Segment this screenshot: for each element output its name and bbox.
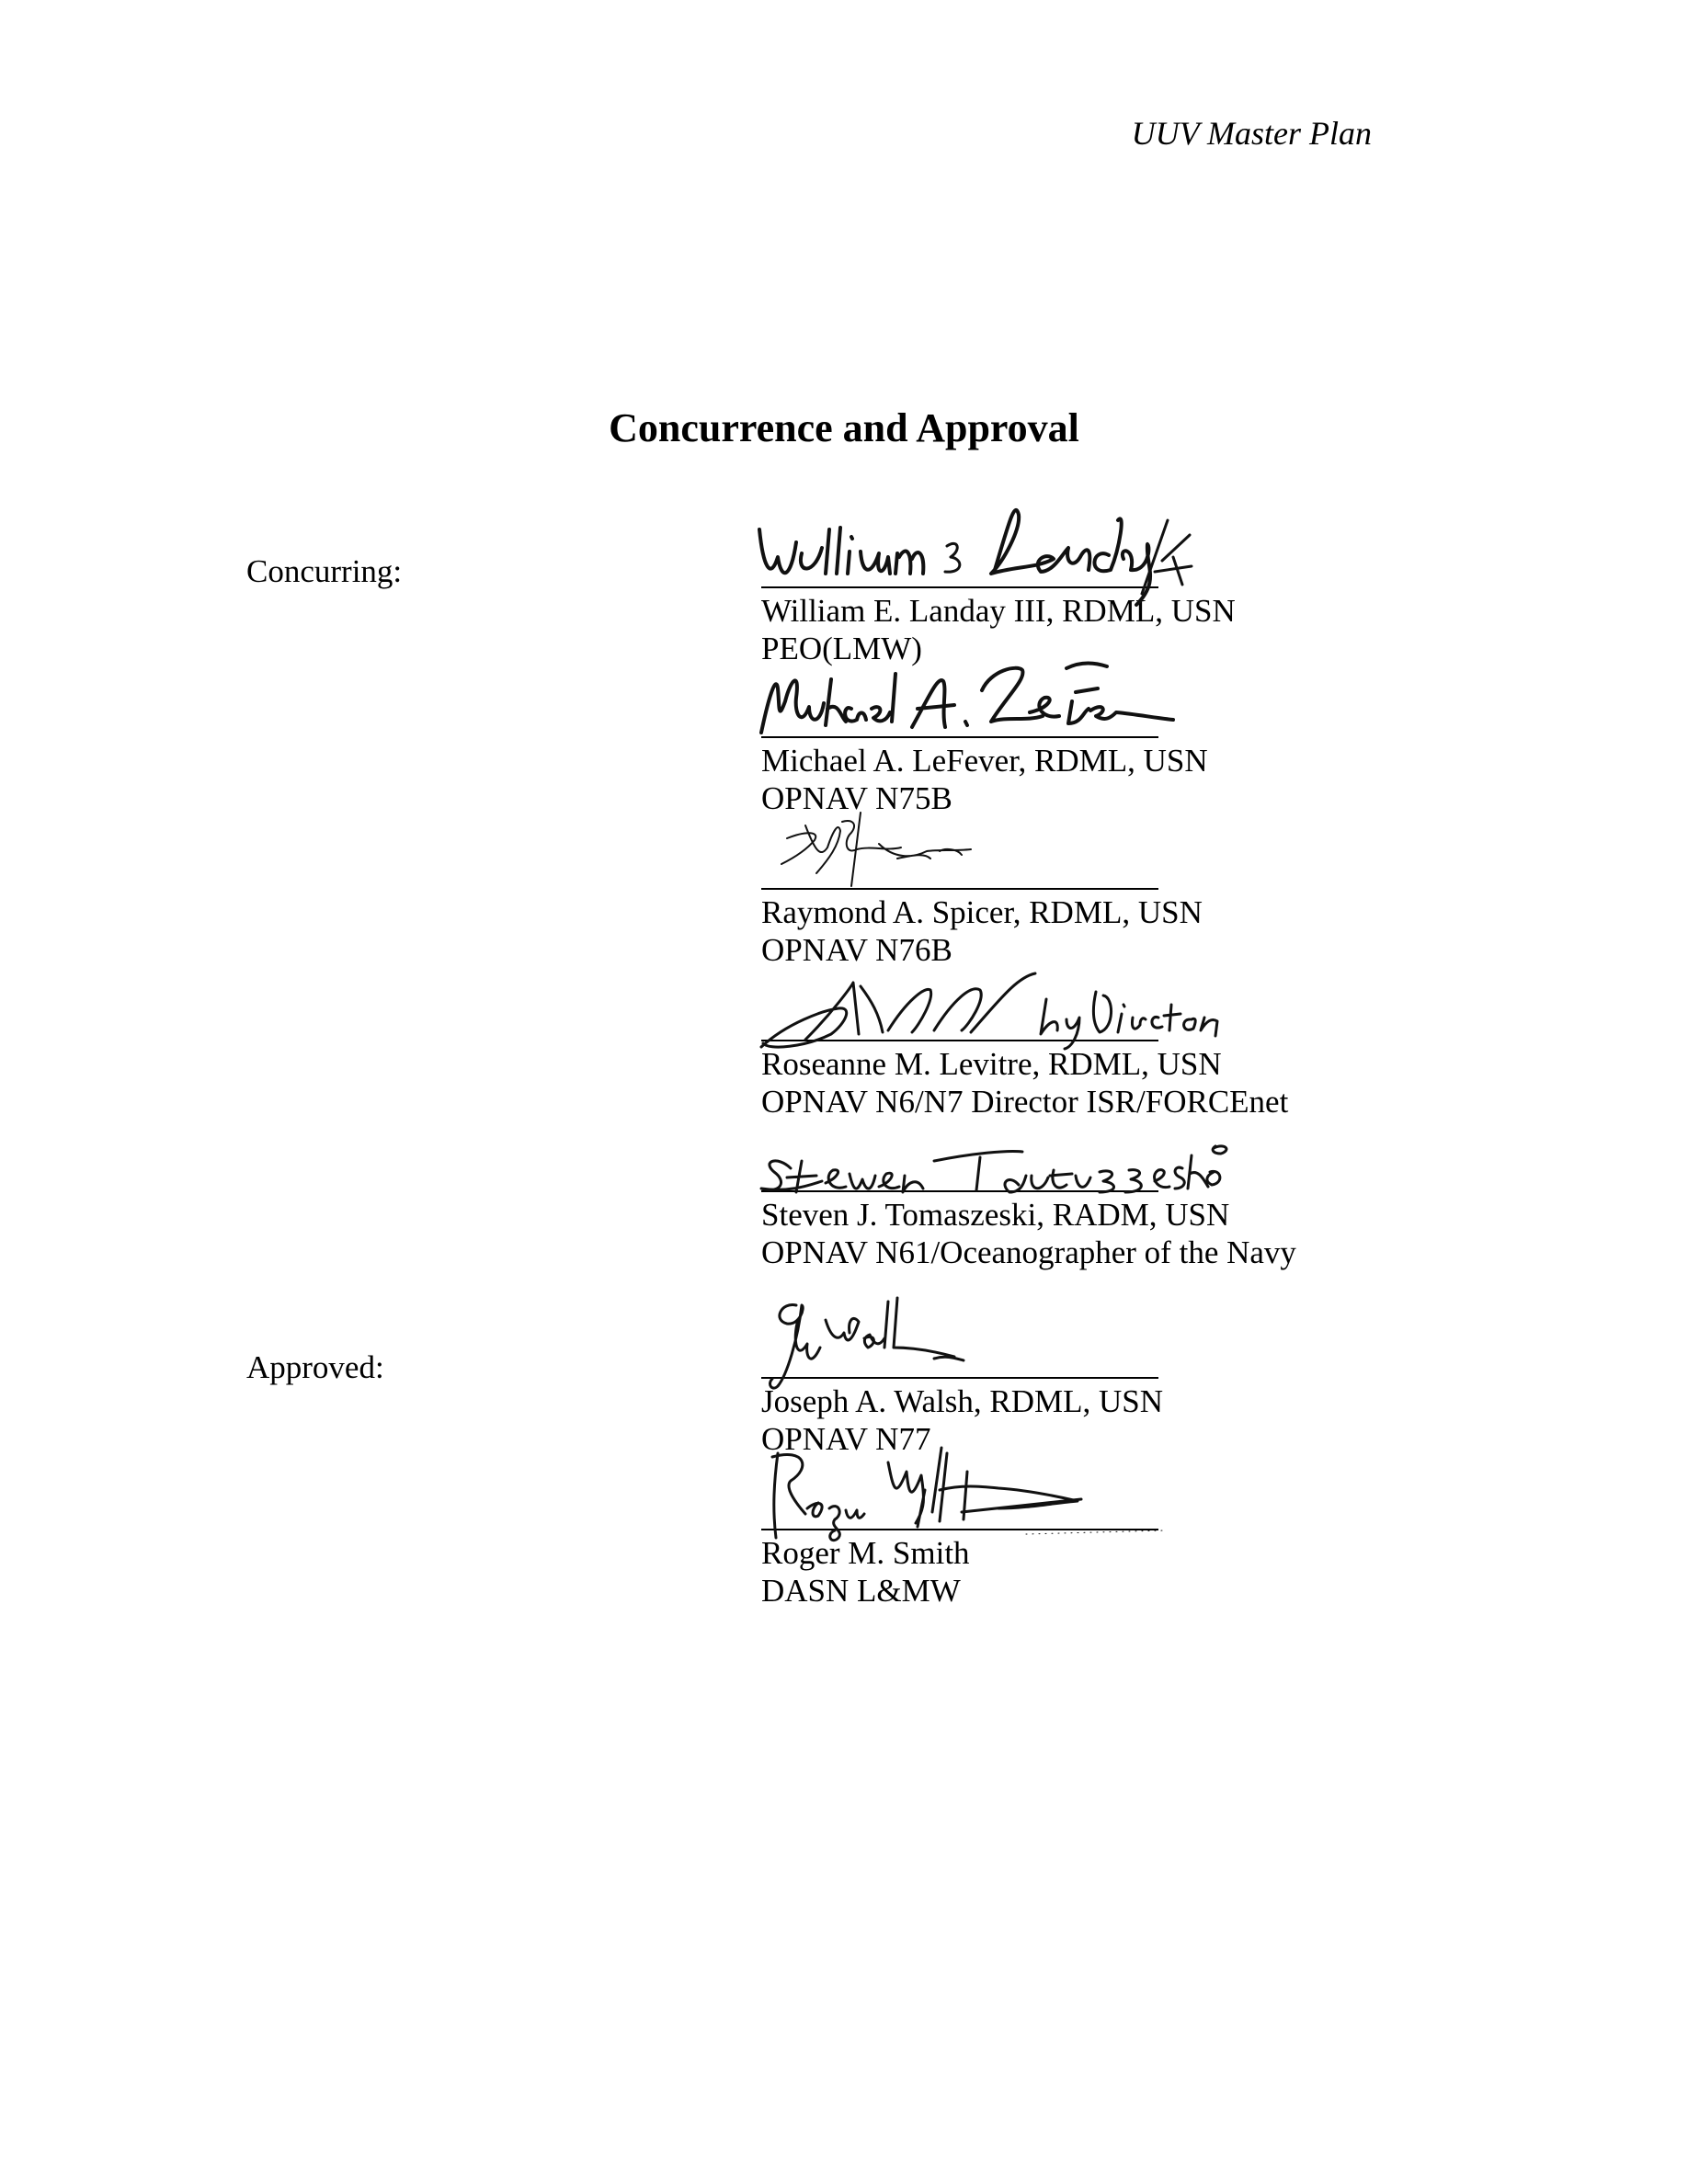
- signatory-name: Joseph A. Walsh, RDML, USN: [761, 1383, 1163, 1419]
- signatory-office: OPNAV N75B: [761, 780, 952, 816]
- signatory-name: Michael A. LeFever, RDML, USN: [761, 743, 1208, 779]
- signatory-office: OPNAV N6/N7 Director ISR/FORCEnet: [761, 1084, 1289, 1120]
- signature-landay: [750, 493, 1228, 612]
- signatory-name: Roseanne M. Levitre, RDML, USN: [761, 1046, 1222, 1082]
- signatory-name: Roger M. Smith: [761, 1535, 970, 1571]
- signatory-office: OPNAV N61/Oceanographer of the Navy: [761, 1234, 1296, 1270]
- signatory-office: OPNAV N76B: [761, 932, 952, 968]
- signature-block-smith: [761, 1468, 1423, 1610]
- signatory-name: Raymond A. Spicer, RDML, USN: [761, 894, 1203, 930]
- signature-levitre: [750, 946, 1228, 1065]
- signature-spicer: [750, 794, 1228, 914]
- concurring-label: Concurring:: [246, 553, 403, 589]
- signatory-name: Steven J. Tomaszeski, RADM, USN: [761, 1197, 1230, 1233]
- signatory-name: William E. Landay III, RDML, USN: [761, 593, 1236, 629]
- signature-lefever: [750, 643, 1228, 762]
- signatory-office: OPNAV N77: [761, 1421, 931, 1457]
- signature-block-tomaszeski: [761, 1130, 1423, 1271]
- signature-walsh: [750, 1283, 1228, 1403]
- signature-smith: [750, 1435, 1228, 1554]
- signatory-office: PEO(LMW): [761, 631, 922, 666]
- page-title: Concurrence and Approval: [609, 405, 1079, 450]
- signature-tomaszeski: [750, 1097, 1228, 1216]
- signatory-office: DASN L&MW: [761, 1573, 961, 1609]
- approved-label: Approved:: [246, 1349, 384, 1385]
- running-header: UUV Master Plan: [1131, 115, 1372, 152]
